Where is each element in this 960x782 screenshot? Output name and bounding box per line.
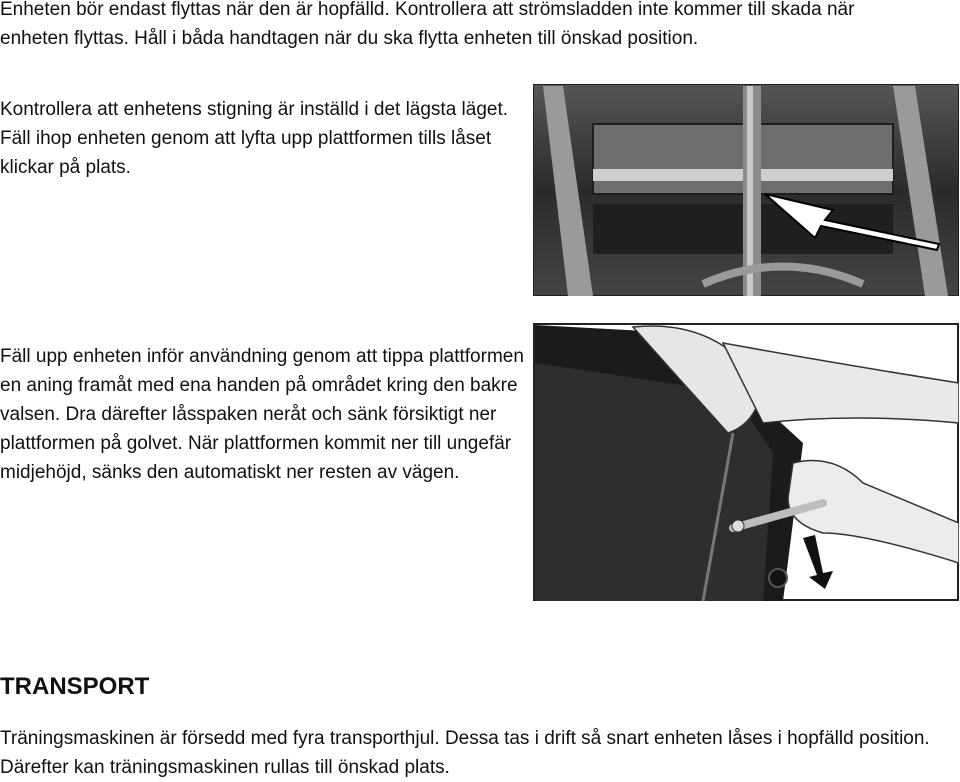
transport-paragraph: Träningsmaskinen är försedd med fyra transporthjul. Dessa tas i drift så snart enheten låses i hopfälld position. Därefter kan träningsmaskinen rullas till önskad plats.: [0, 728, 930, 778]
unfolding-lock-lever-photo: [533, 323, 959, 601]
moving-instructions-paragraph: Enheten bör endast flyttas när den är hopfälld. Kontrollera att strömsladden inte kommer till skada när enheten flyttas. Håll i båda handtagen när du ska flytta enheten till önskad position.: [0, 0, 855, 49]
folding-instructions-paragraph: Kontrollera att enhetens stigning är inställd i det lägsta läget. Fäll ihop enheten genom att lyfta upp plattformen tills låset klickar på plats.: [0, 99, 509, 178]
folded-treadmill-lock-photo: [533, 84, 959, 296]
unfolding-instructions-paragraph: Fäll upp enheten inför användning genom att tippa plattformen en aning framåt med ena handen på området kring den bakre valsen. Dra därefter låsspaken neråt och sänk försiktigt ner plattformen på golvet. När plattformen kommit ner till ungefär midjehöjd, sänks den automatiskt ner resten av vägen.: [0, 346, 524, 483]
transport-heading: TRANSPORT: [0, 673, 150, 700]
